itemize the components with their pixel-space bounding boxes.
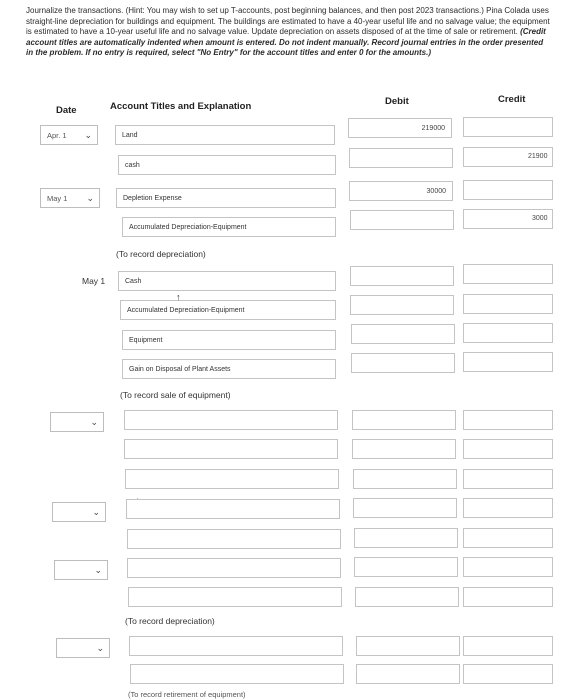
account-field-6[interactable]: Accumulated Depreciation-Equipment: [120, 300, 336, 320]
account-field-1[interactable]: Land: [115, 125, 335, 145]
explanation-note-3: (To record depreciation): [125, 616, 215, 626]
date-select-5[interactable]: [52, 502, 106, 522]
date-select-value: May 1: [47, 193, 68, 203]
date-select-value: Apr. 1: [47, 130, 67, 140]
credit-field-5[interactable]: [463, 264, 553, 284]
date-select-6[interactable]: [54, 560, 108, 580]
date-select-7[interactable]: [56, 638, 110, 658]
debit-field-13[interactable]: [354, 528, 458, 548]
credit-field-16[interactable]: [463, 636, 553, 656]
credit-field-12[interactable]: [463, 498, 553, 518]
chevron-down-icon: ⌄: [96, 643, 104, 653]
credit-value-4: 3000: [532, 215, 548, 222]
debit-field-12[interactable]: [353, 498, 457, 518]
credit-field-11[interactable]: [463, 469, 553, 489]
chevron-down-icon: ⌄: [94, 565, 102, 575]
explanation-note-2: (To record sale of equipment): [120, 390, 231, 400]
credit-field-9[interactable]: [463, 410, 553, 430]
credit-field-13[interactable]: [463, 528, 553, 548]
header-credit: Credit: [498, 94, 526, 105]
debit-field-6[interactable]: [350, 295, 454, 315]
chevron-down-icon: ⌄: [86, 193, 94, 203]
debit-field-11[interactable]: [353, 469, 457, 489]
debit-field-2[interactable]: [349, 148, 453, 168]
chevron-down-icon: ⌄: [90, 417, 98, 427]
chevron-down-icon: ⌄: [92, 507, 100, 517]
header-debit: Debit: [385, 96, 409, 107]
explanation-note-4: (To record retirement of equipment): [128, 690, 246, 699]
account-field-13[interactable]: [127, 529, 341, 549]
instructions-emphasis: (Credit account titles are automatically indented when amount is entered. Do not indent manually. Record journal entries in the order presented in the problem. If no entry is required, select "No Entry" for the account titles and enter 0 for the amounts.): [26, 27, 546, 58]
explanation-note-1: (To record depreciation): [116, 249, 206, 259]
debit-field-10[interactable]: [352, 439, 456, 459]
chevron-down-icon: ⌄: [84, 130, 92, 140]
date-select-4[interactable]: [50, 412, 104, 432]
account-field-15[interactable]: [128, 587, 342, 607]
credit-field-17[interactable]: [463, 664, 553, 684]
account-field-3[interactable]: Depletion Expense: [116, 188, 336, 208]
credit-field-8[interactable]: [463, 352, 553, 372]
account-field-12[interactable]: [126, 499, 340, 519]
header-account: Account Titles and Explanation: [110, 101, 252, 112]
debit-field-14[interactable]: [354, 557, 458, 577]
credit-value-2: 21900: [528, 153, 548, 160]
debit-field-3[interactable]: 30000: [349, 181, 453, 201]
credit-field-1[interactable]: [463, 117, 553, 137]
debit-field-1[interactable]: 219000: [348, 118, 452, 138]
debit-field-16[interactable]: [356, 636, 460, 656]
debit-field-5[interactable]: [350, 266, 454, 286]
credit-field-6[interactable]: [463, 294, 553, 314]
account-field-4[interactable]: Accumulated Depreciation-Equipment: [122, 217, 336, 237]
date-label-3: May 1: [82, 276, 106, 286]
instructions-text: [26, 6, 550, 59]
credit-field-10[interactable]: [463, 439, 553, 459]
account-field-8[interactable]: Gain on Disposal of Plant Assets: [122, 359, 336, 379]
debit-field-4[interactable]: [350, 210, 454, 230]
account-field-2[interactable]: cash: [118, 155, 336, 175]
debit-field-17[interactable]: [356, 664, 460, 684]
debit-field-9[interactable]: [352, 410, 456, 430]
account-field-9[interactable]: [124, 410, 338, 430]
credit-field-14[interactable]: [463, 557, 553, 577]
date-select-2[interactable]: [40, 188, 100, 208]
credit-field-7[interactable]: [463, 323, 553, 343]
account-field-5[interactable]: Cash: [118, 271, 336, 291]
mouse-cursor-icon: ↑: [176, 292, 181, 302]
account-field-11[interactable]: [125, 469, 339, 489]
debit-field-15[interactable]: [355, 587, 459, 607]
credit-field-3[interactable]: [463, 180, 553, 200]
account-field-17[interactable]: [130, 664, 344, 684]
date-select-1[interactable]: [40, 125, 98, 145]
account-field-10[interactable]: [124, 439, 338, 459]
debit-field-7[interactable]: [351, 324, 455, 344]
account-field-14[interactable]: [127, 558, 341, 578]
account-field-16[interactable]: [129, 636, 343, 656]
instructions-main: Journalize the transactions. (Hint: You may wish to set up T-accounts, post beginning balances, and then post 2023 transactions.) Pina Colada uses straight-line depreciation for buildings and equipment. The buildings are estimated to have a 40-year useful life and no salvage value; the equipment is estimated to have a 10-year useful life and no salvage value. Update depreciation on assets disposed of at the time of sale or retirement.: [26, 6, 550, 37]
header-date: Date: [56, 105, 77, 116]
credit-field-15[interactable]: [463, 587, 553, 607]
debit-field-8[interactable]: [351, 353, 455, 373]
account-field-7[interactable]: Equipment: [122, 330, 336, 350]
